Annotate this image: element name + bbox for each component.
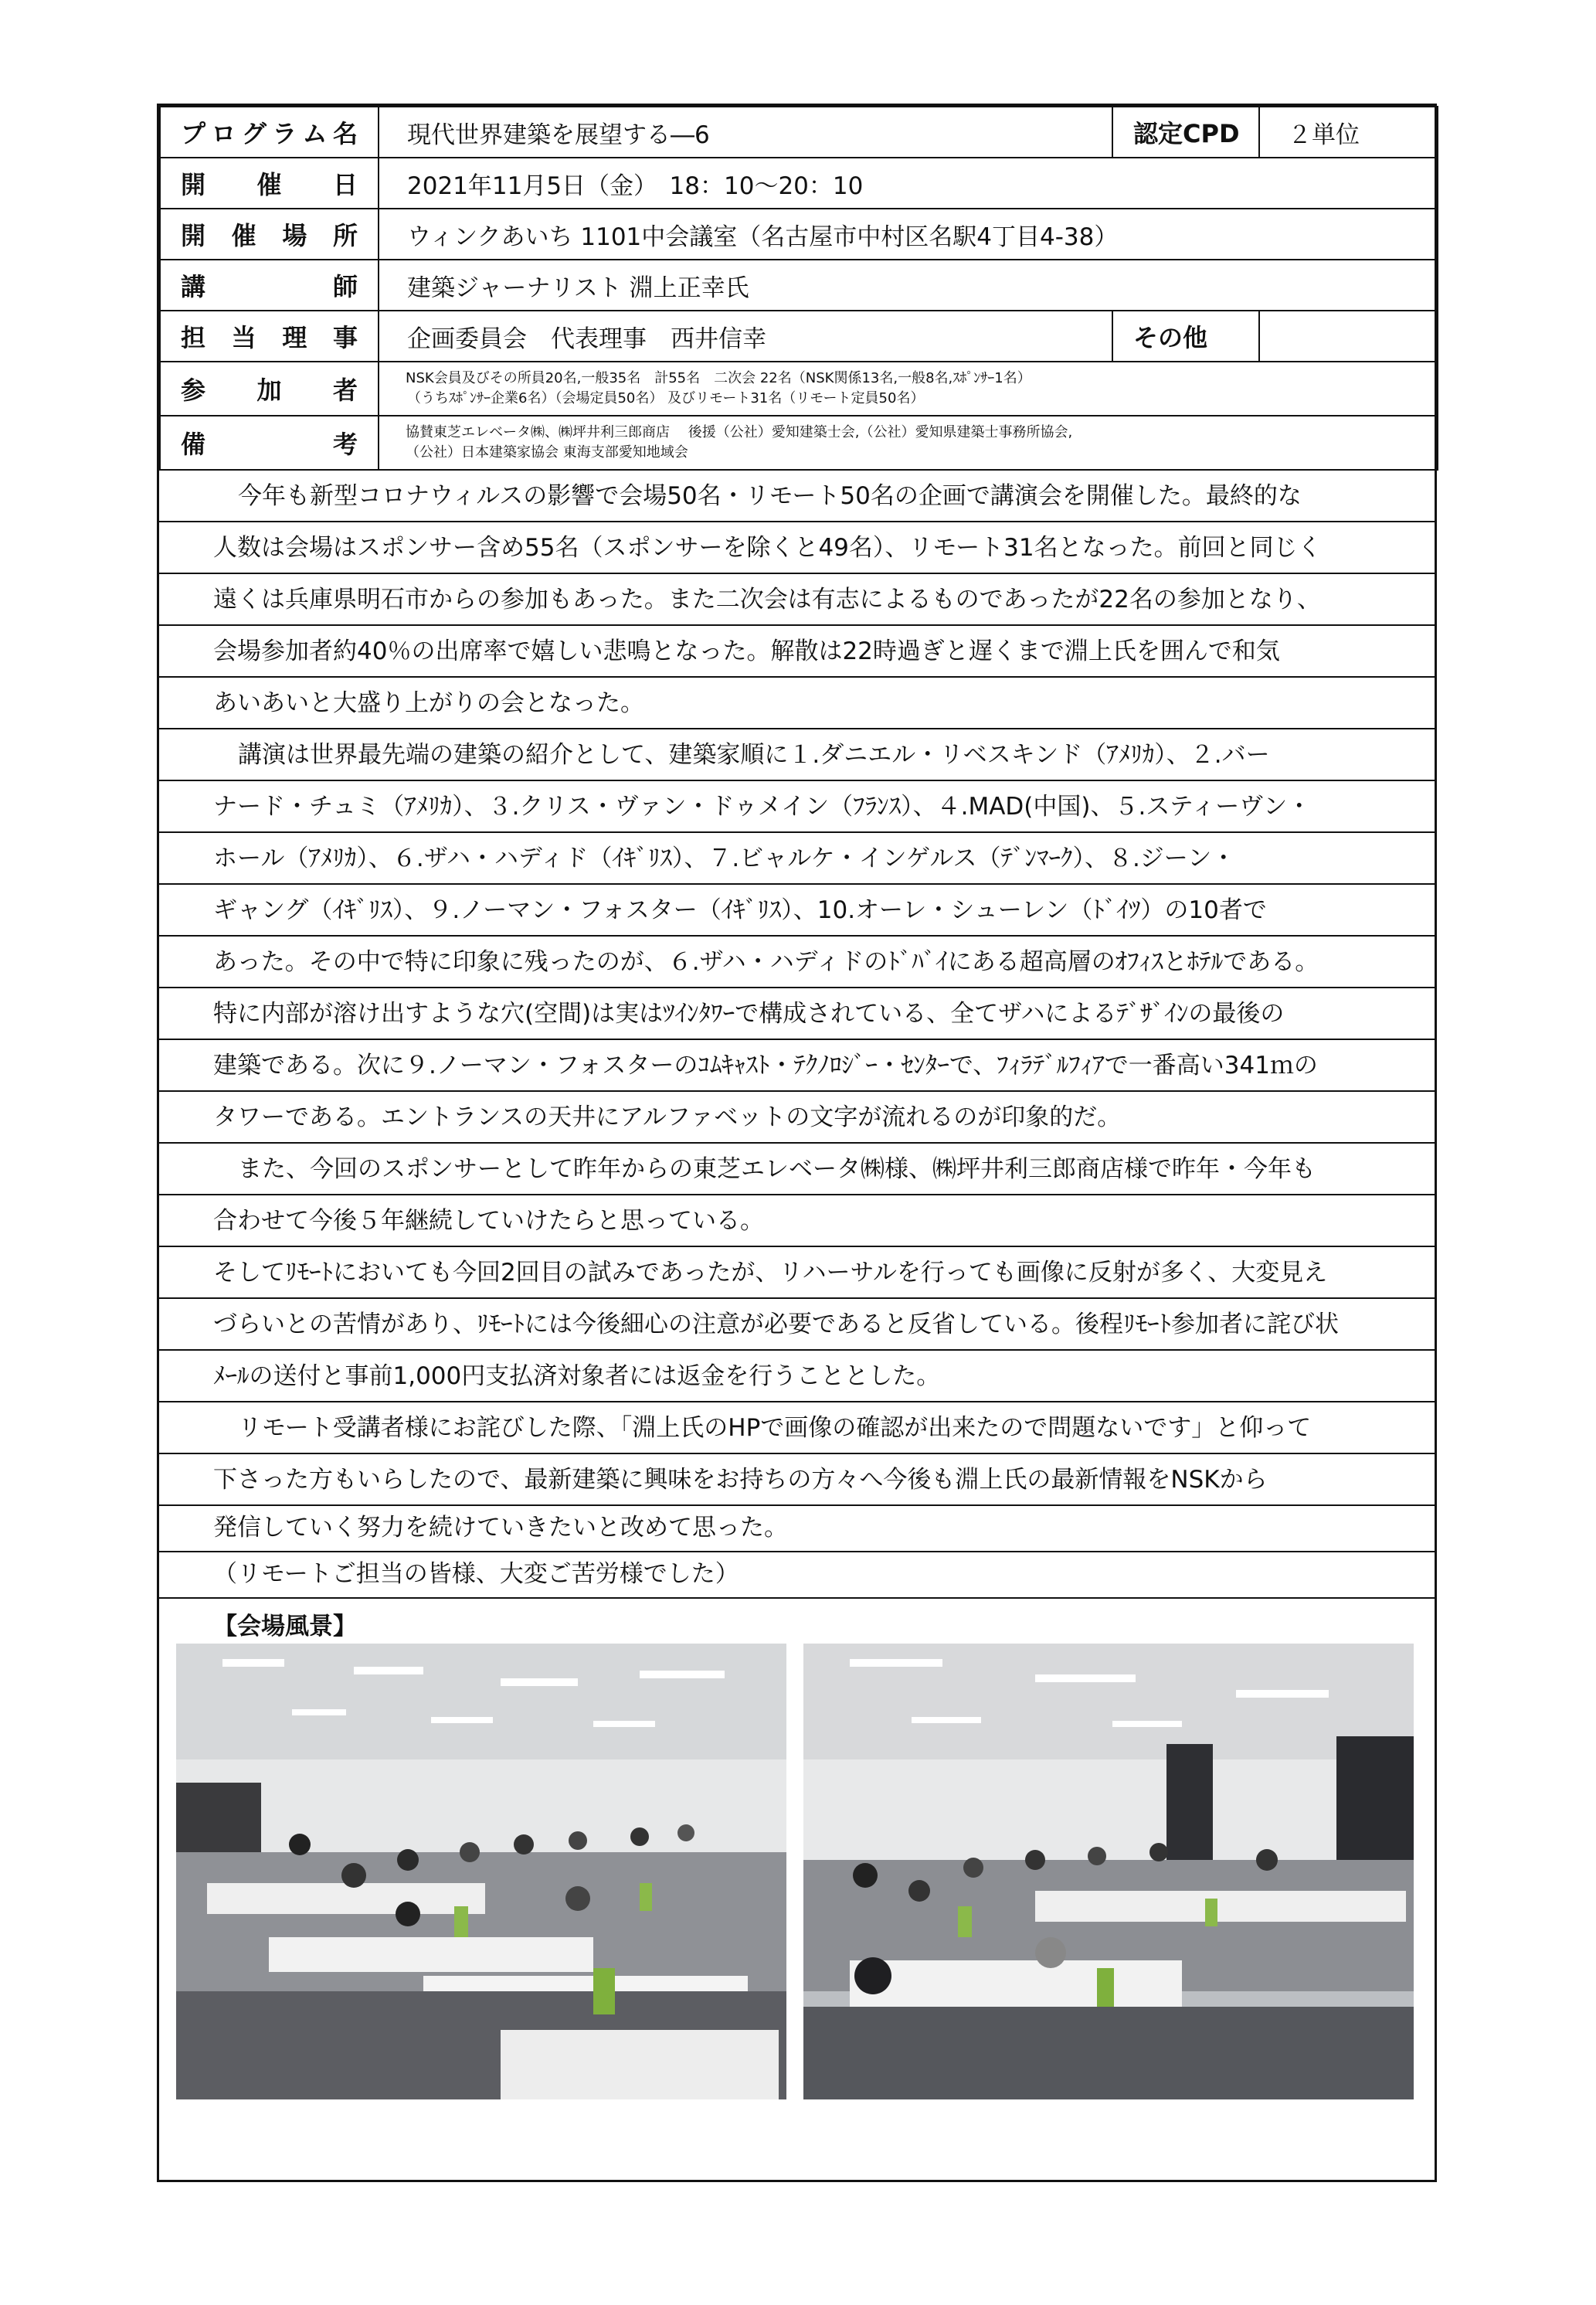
program-label: プログラム名	[160, 107, 379, 158]
lecturer-label: 講 師	[160, 260, 379, 311]
remarks-line-2: （公社）日本建築家協会 東海支部愛知地域会	[406, 444, 688, 461]
other-value	[1259, 311, 1438, 362]
date-label: 開 催 日	[160, 158, 379, 209]
attendees-label: 参 加 者	[160, 362, 379, 416]
remarks-label: 備 考	[160, 416, 379, 470]
body-line: 建築である。次に９.ノーマン・フォスターのｺﾑｷｬｽﾄ・ﾃｸﾉﾛｼﾞｰ・ｾﾝﾀｰで、ﾌｨﾗﾃﾞﾙﾌｨｱで一番高い341ｍの	[159, 1040, 1435, 1092]
body-line: ホール（ｱﾒﾘｶ）、６.ザハ・ハディド（ｲｷﾞﾘｽ）、７.ビャルケ・インゲルス（ﾃﾞﾝﾏｰｸ）、８.ジーン・	[159, 833, 1435, 885]
director-label: 担当理事	[160, 311, 379, 362]
attendees-line-2: （うちｽﾎﾟﾝｻｰ企業6名）（会場定員50名） 及びリモート31名（リモート定員50名）	[407, 390, 925, 406]
body-line: ﾒｰﾙの送付と事前1,000円支払済対象者には返金を行うこととした。	[159, 1351, 1435, 1402]
body-line: 特に内部が溶け出すような穴(空間)は実はﾂｲﾝﾀﾜｰで構成されている、全てザハによるﾃﾞｻﾞｲﾝの最後の	[159, 988, 1435, 1040]
venue-photo-2	[803, 1644, 1414, 2099]
body-line: あいあいと大盛り上がりの会となった。	[159, 678, 1435, 729]
body-line: あった。その中で特に印象に残ったのが、６.ザハ・ハディドのﾄﾞﾊﾞｲにある超高層のｵﾌｨｽとﾎﾃﾙである。	[159, 937, 1435, 988]
body-line: ナード・チュミ（ｱﾒﾘｶ）、３.クリス・ヴァン・ドゥメイン（ﾌﾗﾝｽ）、４.MAD(中国)、５.スティーヴン・	[159, 781, 1435, 833]
date-value: 2021年11月5日（金） 18：10～20：10	[379, 158, 1438, 209]
report-sheet	[157, 104, 1437, 2182]
report-body	[159, 471, 1435, 1599]
remarks-line-1: 協賛東芝エレベータ㈱、㈱坪井利三郎商店 後援（公社）愛知建築士会,（公社）愛知県建築士事務所協会,	[406, 424, 1073, 440]
body-line: 今年も新型コロナウィルスの影響で会場50名・リモート50名の企画で講演会を開催した。最終的な	[159, 471, 1435, 522]
director-value: 企画委員会 代表理事 西井信幸	[379, 311, 1112, 362]
body-line: 合わせて今後５年継続していけたらと思っている。	[159, 1195, 1435, 1247]
venue-row	[160, 209, 1438, 260]
body-line: タワーである。エントランスの天井にアルファベットの文字が流れるのが印象的だ。	[159, 1092, 1435, 1144]
body-line: 発信していく努力を続けていきたいと改めて思った。	[159, 1506, 1435, 1552]
body-line: 人数は会場はスポンサー含め55名（スポンサーを除くと49名）、リモート31名となった。前回と同じく	[159, 522, 1435, 574]
lecturer-row	[160, 260, 1438, 311]
body-line: そしてﾘﾓｰﾄにおいても今回2回目の試みであったが、リハーサルを行っても画像に反射が多く、大変見え	[159, 1247, 1435, 1299]
other-label: その他	[1112, 311, 1259, 362]
body-line: づらいとの苦情があり、ﾘﾓｰﾄには今後細心の注意が必要であると反省している。後程ﾘﾓｰﾄ参加者に詫び状	[159, 1299, 1435, 1351]
director-row	[160, 311, 1438, 362]
program-value: 現代世界建築を展望する―6	[379, 107, 1112, 158]
attendees-line-1: NSK会員及びその所員20名,一般35名 計55名 二次会 22名（NSK関係13名,一般8名,ｽﾎﾟﾝｻｰ1名）	[406, 370, 1031, 386]
program-info-table	[159, 106, 1438, 471]
body-line: ギャング（ｲｷﾞﾘｽ）、９.ノーマン・フォスター（ｲｷﾞﾘｽ）、10.オーレ・シューレン（ﾄﾞｲﾂ）の10者で	[159, 885, 1435, 937]
body-line: 遠くは兵庫県明石市からの参加もあった。また二次会は有志によるものであったが22名の参加となり、	[159, 574, 1435, 626]
attendees-row	[160, 362, 1438, 416]
photos-label: 【会場風景】	[213, 1613, 357, 1640]
venue-label: 開催場所	[160, 209, 379, 260]
cpd-value: ２単位	[1259, 107, 1438, 158]
body-line: 会場参加者約40％の出席率で嬉しい悲鳴となった。解散は22時過ぎと遅くまで淵上氏を囲んで和気	[159, 626, 1435, 678]
body-line: リモート受講者様にお詫びした際、「淵上氏のHPで画像の確認が出来たので問題ないです」と仰って	[159, 1402, 1435, 1454]
remarks-row	[160, 416, 1438, 470]
body-line: また、今回のスポンサーとして昨年からの東芝エレベータ㈱様、㈱坪井利三郎商店様で昨年・今年も	[159, 1144, 1435, 1195]
remarks-value	[379, 416, 1438, 470]
date-row	[160, 158, 1438, 209]
body-line: （リモートご担当の皆様、大変ご苦労様でした）	[159, 1552, 1435, 1599]
lecturer-value: 建築ジャーナリスト 淵上正幸氏	[379, 260, 1438, 311]
body-line: 下さった方もいらしたので、最新建築に興味をお持ちの方々へ今後も淵上氏の最新情報をNSKから	[159, 1454, 1435, 1506]
cpd-label: 認定CPD	[1112, 107, 1259, 158]
attendees-value	[379, 362, 1438, 416]
venue-value: ウィンクあいち 1101中会議室（名古屋市中村区名駅4丁目4-38）	[379, 209, 1438, 260]
program-row	[160, 107, 1438, 158]
body-line: 講演は世界最先端の建築の紹介として、建築家順に１.ダニエル・リベスキンド（ｱﾒﾘｶ）、２.バー	[159, 729, 1435, 781]
venue-photo-1	[176, 1644, 786, 2099]
